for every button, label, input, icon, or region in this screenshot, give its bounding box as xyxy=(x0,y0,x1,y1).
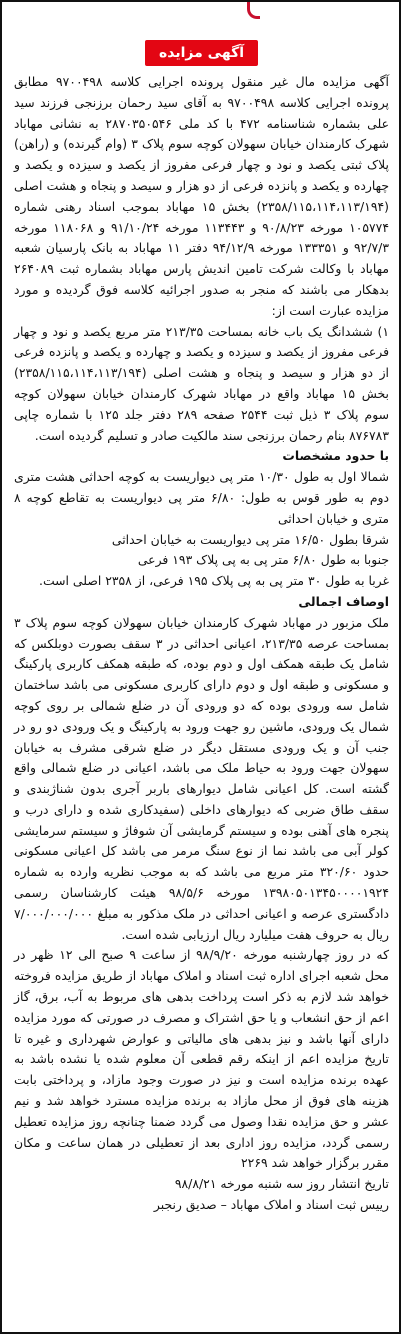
publish-date: تاریخ انتشار روز سه شنبه مورخه ۹۸/۸/۲۱ xyxy=(174,1176,389,1192)
boundary-north: شمالا اول به طول ۱۰/۳۰ متر پی دیواریست به کوچه احداثی هشت متری دوم به طور قوس به طول: ۶/۸۰ متر پی دیواریست به تقاطع کوچه ۸ متری و خیابان احداثی xyxy=(14,469,389,526)
auction-paragraph: که در روز چهارشنبه مورخه ۹۸/۹/۲۰ از ساعت ۹ صبح الی ۱۲ ظهر در محل شعبه اجرای اداره ثبت اسناد و املاک مهاباد از طریق مزایده فروخته خواهد شد لازم به ذکر است پرداخت بدهی های مربوط به آب، برق، گاز اعم از حق انشعاب و یا حق اشتراک و مصرف در صورتی که مورد مزایده دارای آنها باشد و نیز بدهی های مالیاتی و عوارض شهرداری و غیره تا تاریخ مزایده اعم از اینکه رقم قطعی آن معلوم شده یا نشده باشد به عهده برنده مزایده است و نیز در صورت وجود مازاد، و پرداختی بابت هزینه های فوق از محل مازاد به برنده مزایده مسترد خواهد شد و نیم عشر و حق مزایده نقدا وصول می گردد ضمنا چنانچه روز مزایده تعطیل رسمی گردد، مزایده روز اداری بعد از تعطیلی در همان ساعت و مکان مقرر برگزار خواهد شد ۲۲۶۹ xyxy=(14,947,389,1171)
summary-heading: اوصاف اجمالی xyxy=(298,593,389,609)
notice-header xyxy=(14,40,389,66)
corner-decoration xyxy=(247,2,260,19)
intro-paragraph: آگهی مزایده مال غیر منقول پرونده اجرایی کلاسه ۹۷۰۰۴۹۸ مطابق پرونده اجرایی کلاسه ۹۷۰۰۴۹۸ به آقای سید رحمان برزنجی فرزند سید علی بشماره شناسنامه ۴۷۲ با کد ملی ۲۸۷۰۳۵۰۵۴۶ به نشانی مهاباد شهرک کارمندان خیابان سهولان کوچه سوم پلاک ۳ (وام گیرنده) و (راهن) پلاک ثبتی یکصد و نود و چهار فرعی مفروز از یکصد و سیزده و یکصد و چهارده و یکصد و پانزده فرعی از دو هزار و سیصد و پنجاه و هشت اصلی (۲۳۵۸/۱۱۵،۱۱۴،۱۱۳/۱۹۴) بخش ۱۵ مهاباد بموجب اسناد رهنی شماره ۱۰۵۷۷۴ مورخه ۹۰/۸/۲۳ و ۱۱۳۴۴۳ مورخه ۹۱/۱۰/۲۴ و ۱۱۸۰۶۸ مورخه ۹۲/۷/۳ و ۱۳۳۳۵۱ مورخه ۹۴/۱۲/۹ دفتر ۱۱ مهاباد به بانک پارسیان شعبه مهاباد با وکالت شرکت تامین اندیش پارس مهاباد بشماره ثبت ۲۶۴۰۸۹ بدهکار می باشند که منجر به صدور اجرائیه کلاسه فوق گردیده و مورد مزایده عبارت است از: xyxy=(14,74,390,318)
boundary-east: شرقا بطول ۱۶/۵۰ متر پی دیواریست به خیابان احداثی xyxy=(111,531,389,547)
boundary-south: جنوبا به طول ۶/۸۰ متر پی به پی پلاک ۱۹۳ فرعی xyxy=(137,552,389,568)
signature: رییس ثبت اسناد و املاک مهاباد – صدیق رنجبر xyxy=(153,1197,389,1213)
notice-title: آگهی مزایده xyxy=(145,40,258,66)
boundary-west: غربا به طول ۳۰ متر پی به پی پلاک ۱۹۵ فرعی، از ۲۳۵۸ اصلی است. xyxy=(39,573,389,589)
summary-paragraph: ملک مزبور در مهاباد شهرک کارمندان خیابان سهولان کوچه سوم پلاک ۳ بمساحت عرصه ۲۱۳/۳۵، اعیانی احداثی در ۳ سقف بصورت دوبلکس که شامل یک طبقه همکف اول و دوم بوده، که طبقه همکف کاربری پارکینگ و مسکونی و طبقه اول و دوم دارای کاربری مسکونی می باشد ساختمان شامل سه ورودی بوده که دو ورودی آن در ضلع شمالی بر روی کوچه شمال یک ورودی، ماشین رو جهت ورود به پارکینگ و یک ورودی دو رو در جنب آن و یک ورودی مستقل دیگر در ضلع شرقی مشرف به خیابان سهولان جهت ورود به حیاط ملک می باشد، اعیانی در ضلع شمالی واقع گشته است. کل اعیانی شامل دیوارهای باربر آجری بدون شناژبندی و سقف طاق ضربی که دیوارهای داخلی (سفیدکاری شده و دارای درب و پنجره های آهنی بوده و سیستم گرمایشی آن شوفاژ و سیستم سرمایشی کولر آبی می باشد نما از نوع سنگ مرمر می باشد کل اعیانی مسکونی حدود ۳۲۰/۶۰ متر مربع می باشد که به موجب نظریه وارده به شماره ۱۳۹۸۰۵۰۱۳۴۵۰۰۰۰۱۹۲۴ مورخه ۹۸/۵/۶ هیئت کارشناسان رسمی دادگستری عرصه و اعیانی احداثی در ملک مذکور به مبلغ ۷/۰۰۰/۰۰۰/۰۰۰ ریال به حروف هفت میلیارد ریال ارزیابی شده است. xyxy=(14,614,389,942)
item-1-paragraph: ۱) ششدانگ یک باب خانه بمساحت ۲۱۳/۳۵ متر مربع یکصد و نود و چهار فرعی مفروز از یکصد و سیزده و یکصد و چهارده و یکصد و پانزده فرعی از دو هزار و سیصد و پنجاه و هشت اصلی (۲۳۵۸/۱۱۵،۱۱۴،۱۱۳/۱۹۴) بخش ۱۵ مهاباد واقع در مهاباد شهرک کارمندان خیابان سهولان کوچه سوم پلاک ۳ ذیل ثبت ۲۵۴۴ صفحه ۲۸۹ دفتر جلد ۱۲۵ با شماره چاپی ۸۷۶۷۸۳ بنام رحمان برزنجی سند مالکیت صادر و تسلیم گردیده است. xyxy=(14,323,390,443)
boundaries-heading: با حدود مشخصات xyxy=(282,448,389,464)
